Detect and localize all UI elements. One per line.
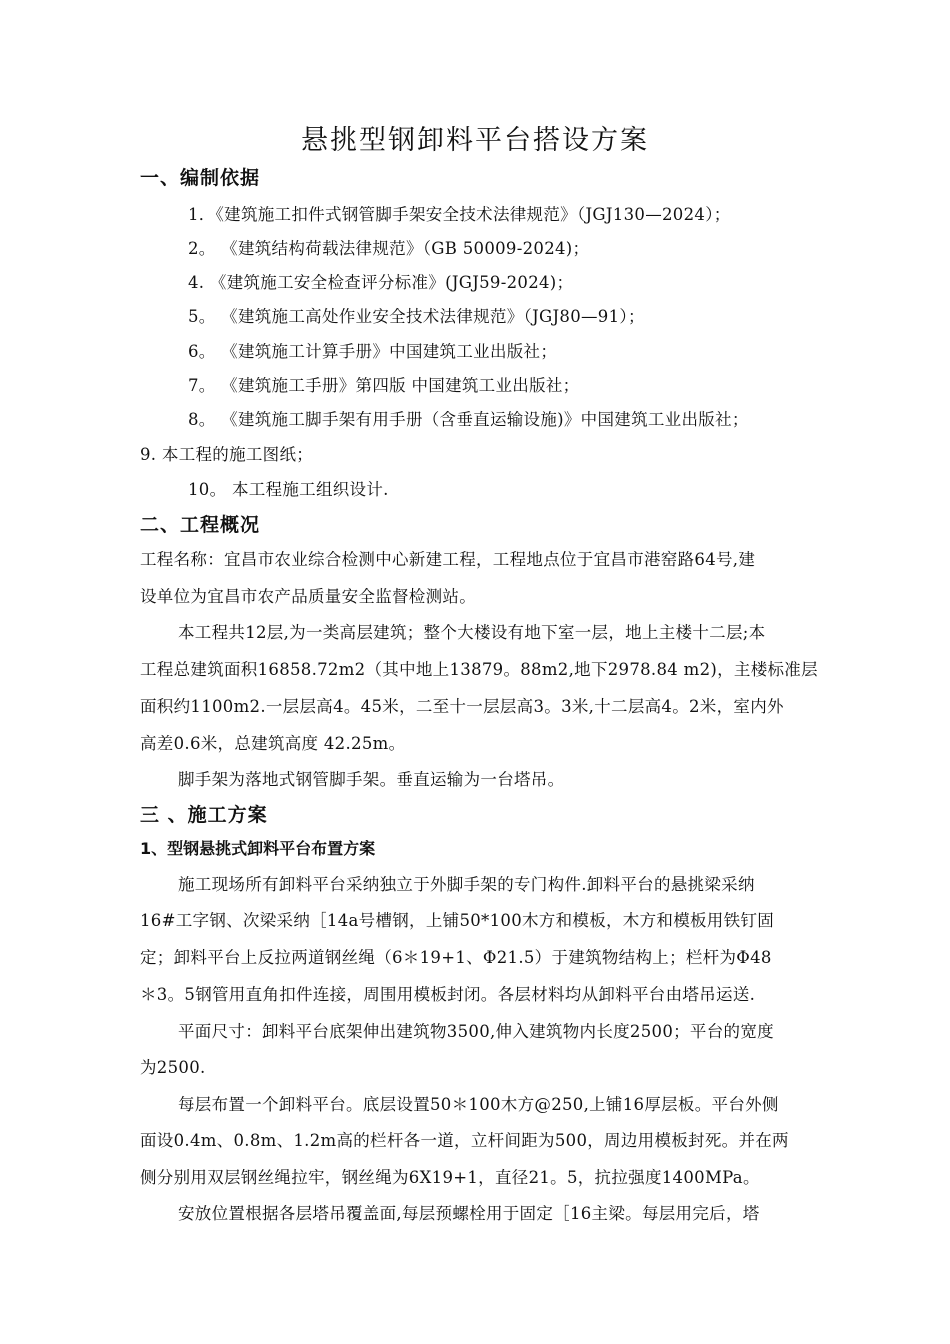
overview-line: 工程总建筑面积16858.72m2（其中地上13879。88m2,地下2978.84 m2)，主楼标准层 xyxy=(140,660,818,679)
plan-line: 面设0.4m、0.8m、1.2m高的栏杆各一道，立杆间距为500，周边用模板封死。并在两 xyxy=(140,1131,789,1150)
plan-line: 平面尺寸：卸料平台底架伸出建筑物3500,伸入建筑物内长度2500；平台的宽度 xyxy=(178,1022,774,1041)
overview-line: 本工程共12层,为一类高层建筑；整个大楼设有地下室一层，地上主楼十二层;本 xyxy=(178,623,766,642)
plan-line: 16#工字钢、次梁采纳［14a号槽钢，上铺50*100木方和模板，木方和模板用铁钉固 xyxy=(140,911,774,930)
plan-line: 侧分别用双层钢丝绳拉牢，钢丝绳为6X19+1，直径21。5，抗拉强度1400MPa。 xyxy=(140,1168,760,1187)
plan-line: ＊3。5钢管用直角扣件连接，周围用模板封闭。各层材料均从卸料平台由塔吊运送. xyxy=(140,985,756,1004)
basis-item: 4. 《建筑施工安全检查评分标准》(JGJ59-2024)； xyxy=(188,273,574,292)
plan-line: 为2500. xyxy=(140,1058,206,1077)
document-title: 悬挑型钢卸料平台搭设方案 xyxy=(301,125,649,156)
basis-item: 8。 《建筑施工脚手架有用手册（含垂直运输设施)》中国建筑工业出版社； xyxy=(188,410,749,429)
section-heading-overview: 二、工程概况 xyxy=(140,514,261,536)
basis-item: 2。 《建筑结构荷载法律规范》（GB 50009-2024)； xyxy=(188,239,590,258)
basis-item: 7。 《建筑施工手册》第四版 中国建筑工业出版社； xyxy=(188,376,580,395)
plan-line: 安放位置根据各层塔吊覆盖面,每层预螺栓用于固定［16主梁。每层用完后，塔 xyxy=(178,1204,760,1223)
plan-line: 施工现场所有卸料平台采纳独立于外脚手架的专门构件.卸料平台的悬挑梁采纳 xyxy=(178,875,755,894)
basis-item: 1．《建筑施工扣件式钢管脚手架安全技术法律规范》（JGJ130—2024）； xyxy=(188,205,731,224)
basis-item: 5。 《建筑施工高处作业安全技术法律规范》（JGJ80—91）； xyxy=(188,307,645,326)
overview-line: 脚手架为落地式钢管脚手架。垂直运输为一台塔吊。 xyxy=(178,770,565,789)
overview-line: 工程名称：宜昌市农业综合检测中心新建工程，工程地点位于宜昌市港窑路64号,建 xyxy=(140,550,756,569)
plan-line: 每层布置一个卸料平台。底层设置50＊100木方@250,上铺16厚层板。平台外侧 xyxy=(178,1095,779,1114)
section-heading-basis: 一、编制依据 xyxy=(140,167,261,189)
basis-item: 6。 《建筑施工计算手册》中国建筑工业出版社； xyxy=(188,342,558,361)
basis-item: 10。 本工程施工组织设计. xyxy=(188,480,389,499)
section-heading-plan: 三 、施工方案 xyxy=(140,804,268,826)
overview-line: 设单位为宜昌市农产品质量安全监督检测站。 xyxy=(140,587,476,606)
overview-line: 面积约1100m2.一层层高4。45米，二至十一层层高3。3米,十二层高4。2米，室内外 xyxy=(140,697,784,716)
plan-line: 定；卸料平台上反拉两道钢丝绳（6＊19+1、Φ21.5）于建筑物结构上；栏杆为Φ48 xyxy=(140,948,772,967)
overview-line: 高差0.6米，总建筑高度 42.25m。 xyxy=(140,734,406,753)
basis-item: 9. 本工程的施工图纸； xyxy=(140,445,314,464)
subsection-heading: 1、型钢悬挑式卸料平台布置方案 xyxy=(140,839,376,858)
